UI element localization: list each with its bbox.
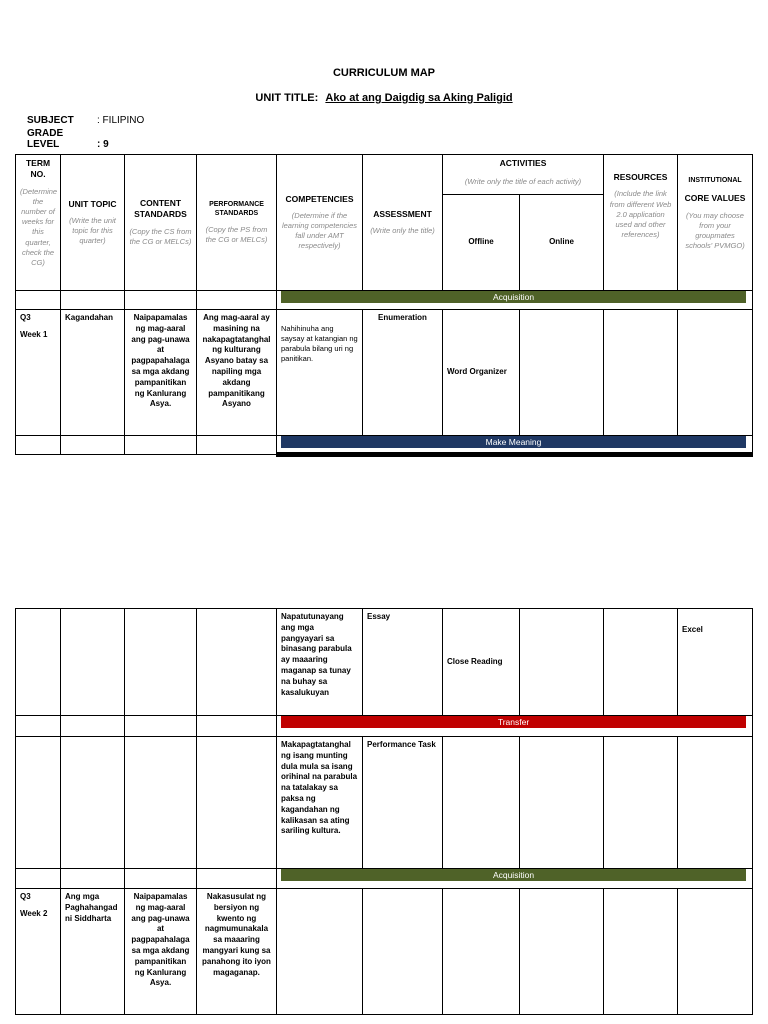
term-label: TERM NO. bbox=[25, 158, 51, 180]
assessment-cell: Performance Task bbox=[363, 737, 443, 869]
header-assessment bbox=[363, 155, 443, 291]
table-row bbox=[16, 737, 753, 869]
content-label: CONTENT STANDARDS bbox=[134, 197, 187, 220]
resources-label: RESOURCES bbox=[613, 172, 668, 182]
assessment-cell: Enumeration bbox=[363, 310, 443, 436]
content-note: (Copy the CS from the CG or MELCs) bbox=[129, 226, 192, 246]
unit-title-value: Ako at ang Daigdig sa Aking Paligid bbox=[325, 92, 513, 104]
assess-note: (Write only the title) bbox=[370, 226, 435, 236]
header-term bbox=[16, 155, 61, 291]
assess-label: ASSESSMENT bbox=[373, 208, 432, 219]
values-label-2: CORE VALUES bbox=[684, 193, 746, 204]
perf-label: PERFORMANCE STANDARDS bbox=[209, 200, 264, 218]
header-core-values bbox=[678, 155, 753, 291]
assessment-cell: Essay bbox=[363, 609, 443, 716]
activities-label: ACTIVITIES bbox=[499, 158, 547, 168]
competency-cell: Makapagtatanghal ng isang munting dula mula sa isang orihinal na parabula na tatalakay sa paksa ng kagandahan ng kalikasan sa ating sariling kultura. bbox=[277, 737, 363, 869]
activities-note: (Write only the title of each activity) bbox=[464, 177, 582, 187]
grade-value: : 9 bbox=[97, 139, 109, 150]
comp-label: COMPETENCIES bbox=[285, 193, 354, 204]
table-row bbox=[16, 889, 753, 1015]
core-values-cell: Excel bbox=[678, 609, 753, 716]
header-resources bbox=[604, 155, 678, 291]
table-row bbox=[16, 310, 753, 436]
comp-note: (Determine if the learning competencies fall under AMT respectively) bbox=[281, 210, 358, 251]
curriculum-table-page1 bbox=[15, 154, 753, 457]
subject-label: SUBJECT bbox=[27, 115, 74, 126]
resources-note: (Include the link from different Web 2.0 application used and other references) bbox=[609, 189, 672, 239]
subject-line bbox=[27, 115, 144, 126]
topic-cell: Kagandahan bbox=[61, 310, 125, 436]
term-value: Q3 bbox=[20, 892, 31, 901]
offline-cell: Close Reading bbox=[443, 609, 520, 716]
header-performance bbox=[197, 155, 277, 291]
header-activities bbox=[443, 155, 604, 195]
values-label-1: INSTITUTIONAL bbox=[688, 177, 742, 184]
transfer-band: Transfer bbox=[281, 716, 746, 728]
acquisition-band-row-2 bbox=[16, 869, 753, 889]
content-standard-cell: Naipapamalas ng mag-aaral ang pag-unawa at pagpapahalaga sa mga akdang pampanitikan ng Kanlurang Asya. bbox=[125, 310, 197, 436]
header-offline: Offline bbox=[443, 195, 520, 291]
content-standard-cell: Naipapamalas ng mag-aaral ang pag-unawa at pagpapahalaga sa mga akdang pampanitikan ng Kanlurang Asya. bbox=[125, 889, 197, 1015]
week-value: Week 2 bbox=[20, 908, 48, 918]
offline-cell: Word Organizer bbox=[443, 310, 520, 436]
header-competencies bbox=[277, 155, 363, 291]
values-note: (You may choose from your groupmates schools' PVMGO) bbox=[685, 210, 745, 251]
performance-standard-cell: Nakasusulat ng bersiyon ng kwento ng nagmumunakala sa maaaring mangyari kung sa panahong ito iyon magaganap. bbox=[197, 889, 277, 1015]
unit-title-line bbox=[0, 92, 768, 104]
acquisition-band: Acquisition bbox=[281, 291, 746, 303]
curriculum-table-page2 bbox=[15, 608, 753, 1015]
grade-line bbox=[27, 128, 109, 150]
table-row bbox=[16, 609, 753, 716]
term-cell bbox=[16, 310, 61, 436]
acquisition-band-row-1 bbox=[16, 291, 753, 310]
acquisition-band: Acquisition bbox=[281, 869, 746, 881]
perf-note: (Copy the PS from the CG or MELCs) bbox=[205, 224, 268, 244]
competency-cell: Napatutunayang ang mga pangyayari sa binasang parabula ay maaaring maganap sa tunay na buhay sa kasalukuyan bbox=[277, 609, 363, 716]
week-value: Week 1 bbox=[20, 329, 48, 339]
subject-value: : FILIPINO bbox=[97, 115, 145, 126]
header-topic bbox=[61, 155, 125, 291]
term-cell bbox=[16, 889, 61, 1015]
header-online: Online bbox=[520, 195, 604, 291]
transfer-band-row bbox=[16, 716, 753, 737]
performance-standard-cell: Ang mag-aaral ay masining na nakapagtatanghal ng kulturang Asyano batay sa napiling mga akdang pampanitikang Asyano bbox=[197, 310, 277, 436]
topic-label: UNIT TOPIC bbox=[68, 198, 117, 209]
topic-cell: Ang mga Paghahangad ni Siddharta bbox=[61, 889, 125, 1015]
make-meaning-band: Make Meaning bbox=[281, 436, 746, 448]
topic-note: (Write the unit topic for this quarter) bbox=[69, 216, 116, 246]
unit-title-label: UNIT TITLE: bbox=[255, 92, 319, 104]
make-meaning-band-row bbox=[16, 436, 753, 455]
document-title: CURRICULUM MAP bbox=[332, 67, 436, 79]
competency-cell: Nahihinuha ang saysay at katangian ng parabula bilang uri ng panitikan. bbox=[277, 310, 363, 436]
header-content bbox=[125, 155, 197, 291]
term-value: Q3 bbox=[20, 313, 31, 322]
term-note: (Determine the number of weeks for this quarter, check the CG) bbox=[20, 186, 58, 267]
grade-label: GRADE LEVEL bbox=[27, 128, 64, 150]
